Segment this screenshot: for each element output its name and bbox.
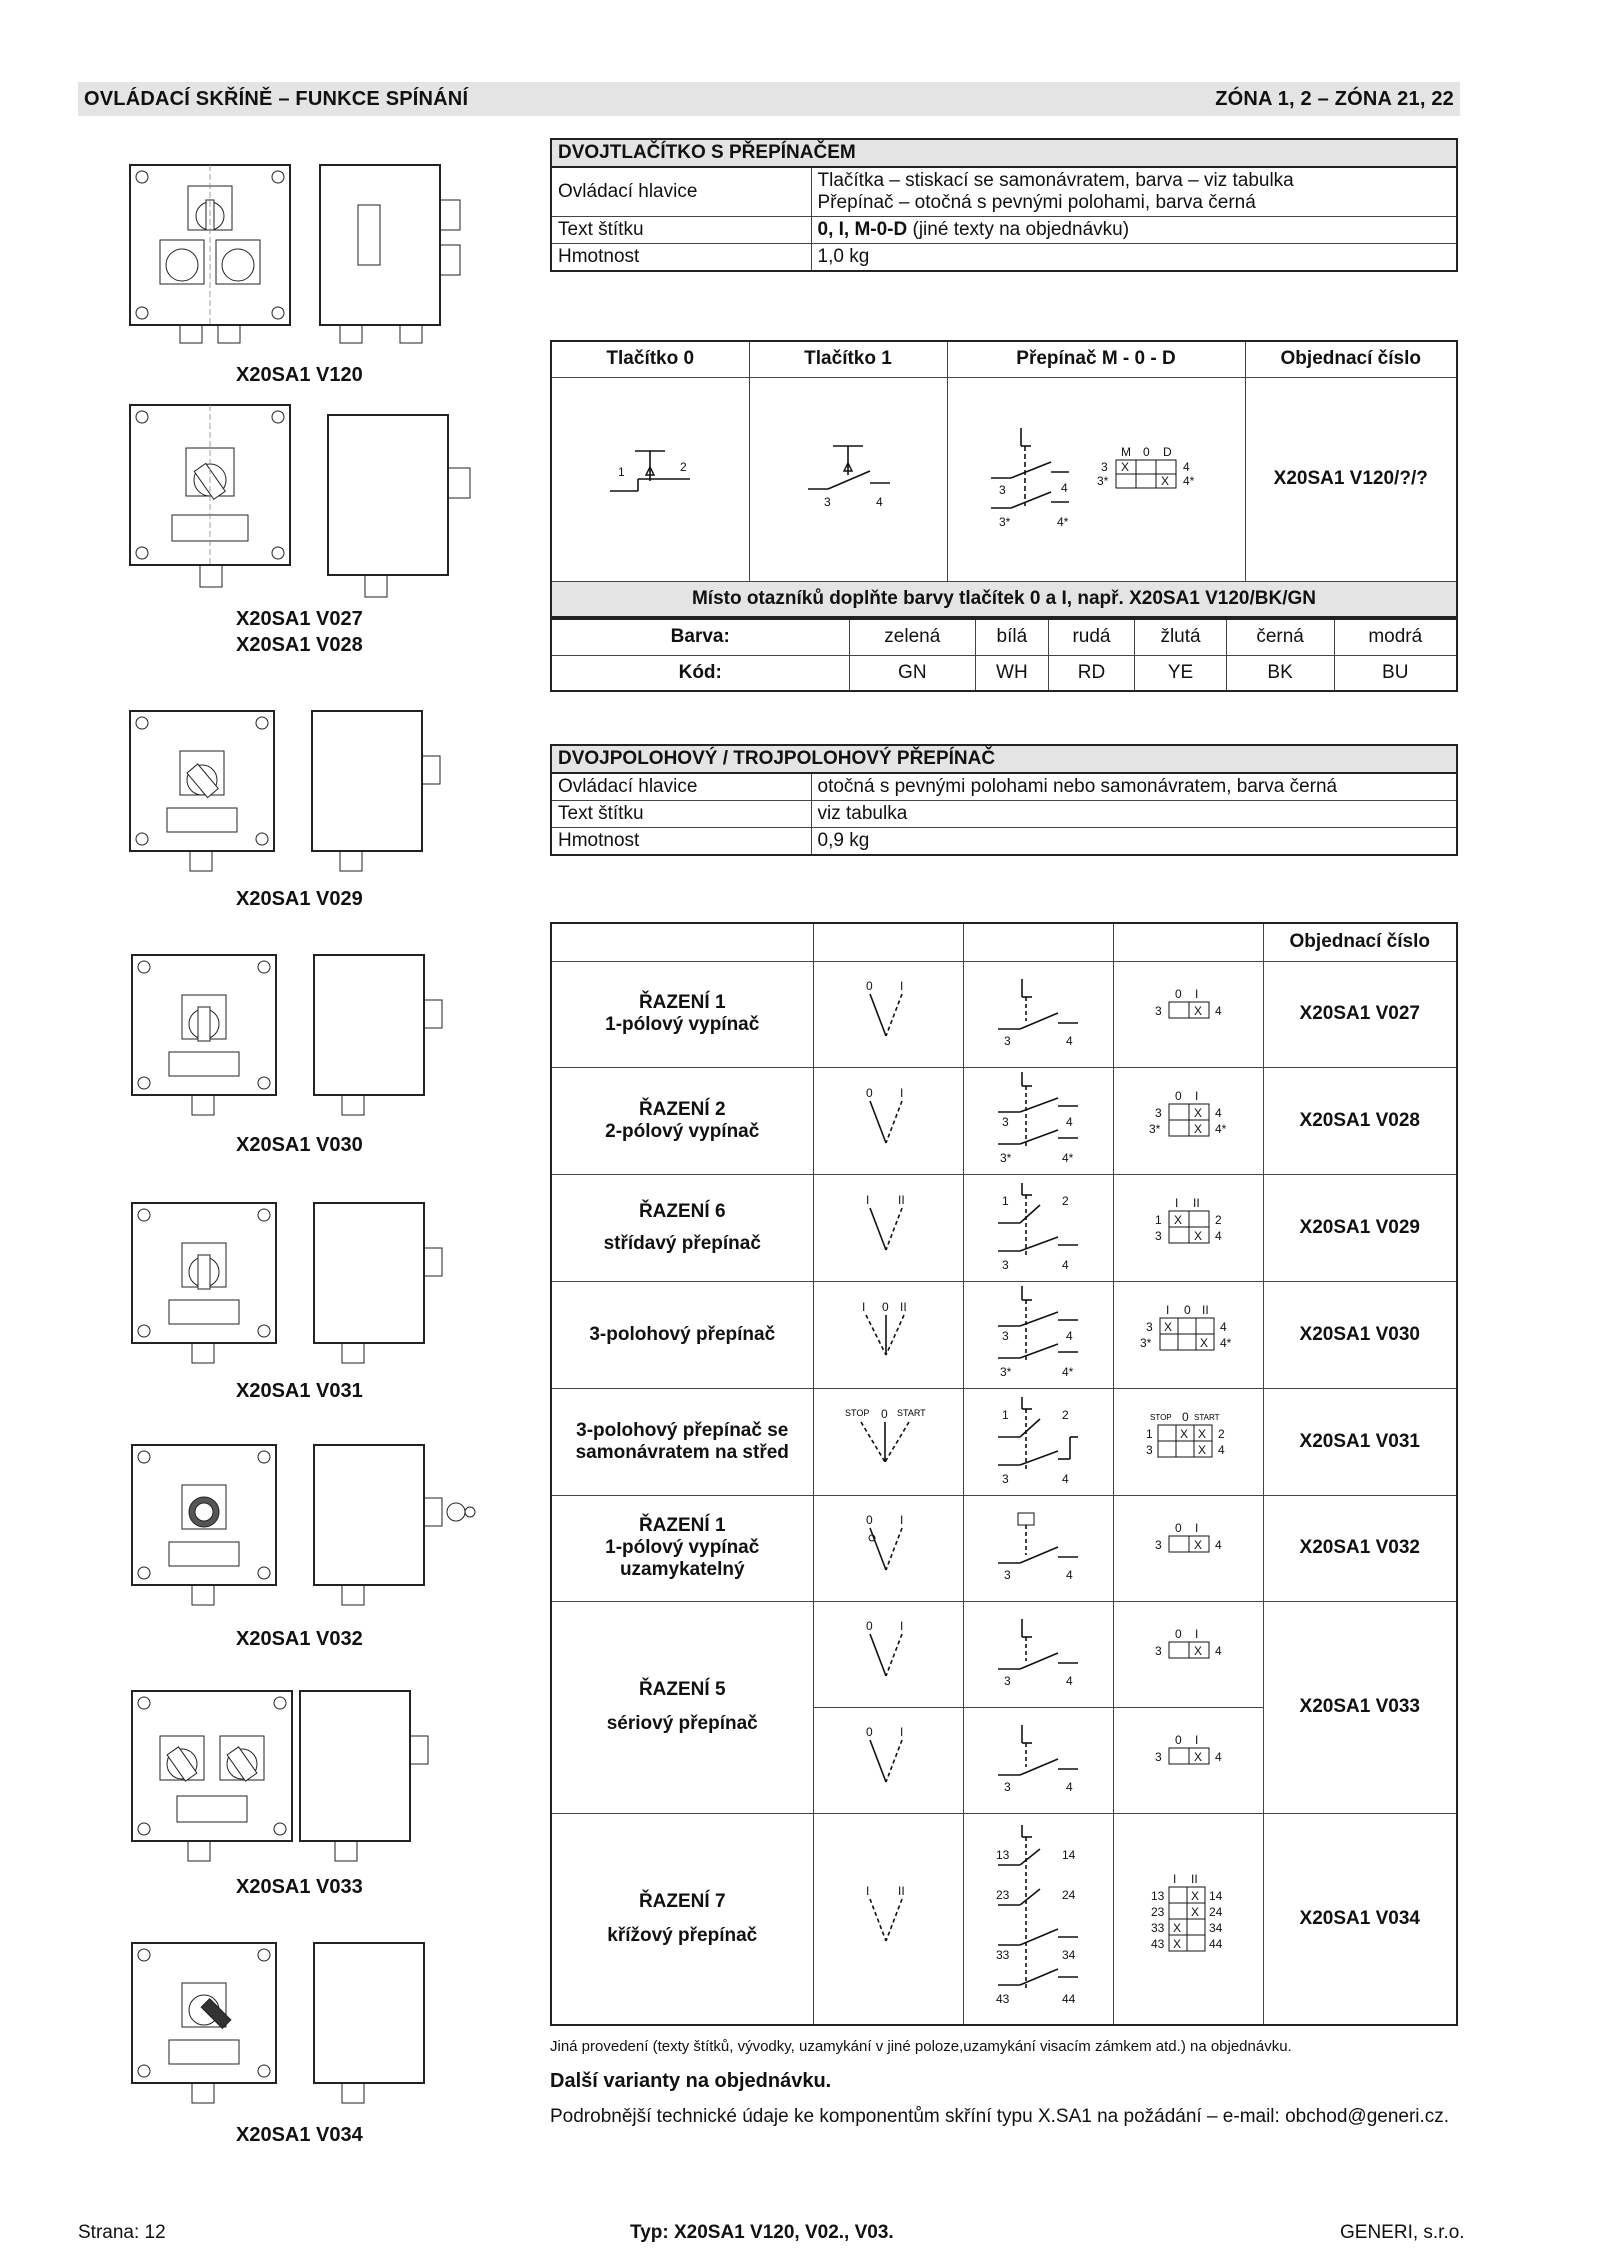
v031-c1: 1 (1002, 1407, 1009, 1422)
v028-desc-2: 2-pólový vypínač (605, 1120, 760, 1142)
v030-pos (813, 1281, 963, 1388)
v034-pos-i: I (866, 1883, 870, 1898)
row-v029 (551, 1174, 1457, 1281)
v032-c4: 4 (1066, 1568, 1073, 1582)
v030-x1: X (1164, 1319, 1173, 1334)
color-note: Místo otazníků doplňte barvy tlačítek 0 a I, např. X20SA1 V120/BK/GN (551, 581, 1457, 617)
v027-pos (813, 961, 963, 1067)
spec1-key-head: Ovládací hlavice (551, 167, 811, 217)
v029-t1: 1 (1155, 1212, 1162, 1227)
v034-c24: 24 (1062, 1887, 1076, 1902)
v027-c3: 3 (1004, 1034, 1011, 1048)
product-drawing-v033 (120, 1686, 500, 1876)
row-v031 (551, 1388, 1457, 1495)
v033a-t0: 0 (1175, 1627, 1182, 1641)
spec1-val-head (811, 167, 1457, 217)
v030-code: X20SA1 V030 (1263, 1281, 1457, 1388)
v029-table (1113, 1174, 1263, 1281)
v033b-t3: 3 (1155, 1750, 1162, 1764)
v031-x2: X (1198, 1426, 1207, 1441)
sel-tab3: 3 (1101, 460, 1108, 474)
row-v030 (551, 1281, 1457, 1388)
v031-pos-0: 0 (881, 1406, 888, 1421)
v028-c4: 4 (1066, 1114, 1073, 1129)
v032-ti: I (1195, 1521, 1199, 1535)
v032-t4: 4 (1215, 1538, 1222, 1552)
v033a-t4: 4 (1215, 1644, 1222, 1658)
v033a-c3: 3 (1004, 1674, 1011, 1688)
color-code-table (550, 618, 1458, 692)
v029-t4: 4 (1215, 1228, 1222, 1243)
v030-c3: 3 (1002, 1328, 1009, 1343)
v033b-t0: 0 (1175, 1733, 1182, 1747)
row-v033-a (551, 1601, 1457, 1707)
v033a-t3: 3 (1155, 1644, 1162, 1658)
v028-t4: 4 (1215, 1105, 1222, 1120)
code-label: Kód: (551, 655, 849, 691)
v027-c4: 4 (1066, 1034, 1073, 1048)
v034-c44: 44 (1062, 1991, 1076, 2006)
spec1-val-label-rest: (jiné texty na objednávku) (907, 219, 1130, 240)
spec1-val-head-line2: Přepínač – otočná s pevnými polohami, barva černá (817, 192, 1256, 213)
v028-circuit (963, 1067, 1113, 1174)
spec1-val-label-bold: 0, I, M-0-D (817, 219, 908, 240)
row-v027 (551, 961, 1457, 1067)
code-0: GN (849, 655, 976, 691)
v028-c3s: 3* (1000, 1150, 1012, 1165)
v030-circuit (963, 1281, 1113, 1388)
v027-desc-1: ŘAZENÍ 1 (638, 992, 726, 1013)
v027-x: X (1194, 1004, 1203, 1018)
v027-pos-0: 0 (866, 979, 873, 993)
v029-desc-2: střídavý přepínač (603, 1232, 761, 1254)
v032-t3: 3 (1155, 1538, 1162, 1552)
color-3: žlutá (1135, 619, 1226, 655)
v030-x2: X (1200, 1335, 1209, 1350)
spec1-title: DVOJTLAČÍTKO S PŘEPÍNAČEM (551, 139, 1457, 167)
diagram-selector-m0d (947, 377, 1245, 581)
spec1-val-label (811, 217, 1457, 244)
order-number-v120: X20SA1 V120/?/? (1245, 377, 1457, 581)
v029-desc (551, 1174, 813, 1281)
v033-circuit-b (963, 1707, 1113, 1813)
v031-pos-stop: STOP (845, 1407, 870, 1418)
v033b-x: X (1194, 1750, 1203, 1764)
product-drawing-v029 (120, 706, 500, 886)
spec2-val-weight: 0,9 kg (811, 828, 1457, 856)
v027-t3: 3 (1155, 1004, 1162, 1018)
v032-pos-0: 0 (866, 1513, 873, 1527)
product-label-v029: X20SA1 V029 (236, 888, 363, 910)
th-selector: Přepínač M - 0 - D (947, 341, 1245, 377)
v034-c14: 14 (1062, 1847, 1076, 1862)
row-v034 (551, 1813, 1457, 2025)
sel-num3s: 3* (999, 515, 1011, 529)
v034-x3: X (1173, 1920, 1182, 1935)
v033-desc-1: ŘAZENÍ 5 (638, 1679, 726, 1700)
v031-x1: X (1180, 1426, 1189, 1441)
v029-t2: 2 (1215, 1212, 1222, 1227)
v031-c2: 2 (1062, 1407, 1069, 1422)
v033-desc-2: sériový přepínač (606, 1713, 758, 1734)
v033b-c4: 4 (1066, 1780, 1073, 1794)
v027-table (1113, 961, 1263, 1067)
th-button-0: Tlačítko 0 (551, 341, 749, 377)
spec2-key-label: Text štítku (551, 801, 811, 828)
code-4: BK (1226, 655, 1334, 691)
v029-c4: 4 (1062, 1257, 1069, 1272)
dual-button-scheme-table (550, 340, 1458, 618)
sel-d: D (1163, 445, 1172, 459)
v034-tii: II (1191, 1871, 1198, 1886)
diagram-button-1 (749, 377, 947, 581)
v030-t0: 0 (1184, 1302, 1191, 1317)
v031-desc (551, 1388, 813, 1495)
v029-pos-i: I (866, 1192, 870, 1207)
product-label-v120: X20SA1 V120 (236, 364, 363, 386)
v032-desc-1: ŘAZENÍ 1 (638, 1515, 726, 1536)
v029-circuit (963, 1174, 1113, 1281)
v029-c1: 1 (1002, 1193, 1009, 1208)
v027-circuit (963, 961, 1113, 1067)
diagram-button-0 (551, 377, 749, 581)
v028-c3: 3 (1002, 1114, 1009, 1129)
v029-c3: 3 (1002, 1257, 1009, 1272)
v033-code: X20SA1 V033 (1263, 1601, 1457, 1813)
color-5: modrá (1334, 619, 1457, 655)
v028-x1: X (1194, 1105, 1203, 1120)
spec1-val-head-line1: Tlačítka – stiskací se samonávratem, barva – viz tabulka (817, 170, 1294, 191)
v033a-ti: I (1195, 1627, 1199, 1641)
v034-desc-2: křížový přepínač (607, 1924, 758, 1946)
v031-c4: 4 (1062, 1471, 1069, 1486)
v028-code: X20SA1 V028 (1263, 1067, 1457, 1174)
v030-ti: I (1166, 1302, 1170, 1317)
product-drawing-v032 (120, 1440, 500, 1620)
v033-desc (551, 1601, 813, 1813)
v027-ti: I (1195, 987, 1199, 1001)
v031-table (1113, 1388, 1263, 1495)
t1-num4: 4 (876, 495, 883, 509)
v031-desc-2: samonávratem na střed (575, 1441, 789, 1463)
v030-t4: 4 (1220, 1319, 1227, 1334)
color-0: zelená (849, 619, 976, 655)
v034-t23: 23 (1151, 1904, 1165, 1919)
v029-ti: I (1175, 1195, 1179, 1210)
th-empty-1 (551, 923, 813, 961)
v031-tstop: STOP (1150, 1412, 1172, 1422)
v032-desc-3: uzamykatelný (619, 1559, 745, 1580)
v033b-pos-i: I (900, 1725, 904, 1739)
v031-x3: X (1198, 1442, 1207, 1457)
code-2: RD (1048, 655, 1135, 691)
v032-desc (551, 1495, 813, 1601)
v032-table (1113, 1495, 1263, 1601)
v034-t33: 33 (1151, 1920, 1165, 1935)
header-left: OVLÁDACÍ SKŘÍNĚ – FUNKCE SPÍNÁNÍ (84, 87, 469, 110)
more-variants: Další varianty na objednávku. (550, 2070, 832, 2092)
v030-t3s: 3* (1140, 1335, 1152, 1350)
v031-c3: 3 (1002, 1471, 1009, 1486)
v034-c34: 34 (1062, 1947, 1076, 1962)
v030-desc: 3-polohový přepínač (551, 1281, 813, 1388)
v031-circuit (963, 1388, 1113, 1495)
footer-company: GENERI, s.r.o. (1340, 2222, 1465, 2243)
v034-c23: 23 (996, 1887, 1010, 1902)
spec1-key-label: Text štítku (551, 217, 811, 244)
spec1-val-weight: 1,0 kg (811, 244, 1457, 272)
v033a-c4: 4 (1066, 1674, 1073, 1688)
v034-pos (813, 1813, 963, 2025)
v030-t3: 3 (1146, 1319, 1153, 1334)
code-1: WH (976, 655, 1049, 691)
footer-page: Strana: 12 (78, 2222, 166, 2243)
v031-pos (813, 1388, 963, 1495)
product-label-v031: X20SA1 V031 (236, 1380, 363, 1402)
v029-pos-ii: II (898, 1192, 905, 1207)
t1-num3: 3 (824, 495, 831, 509)
sel-num4s: 4* (1057, 515, 1069, 529)
v031-code: X20SA1 V031 (1263, 1388, 1457, 1495)
color-4: černá (1226, 619, 1334, 655)
v030-c4: 4 (1066, 1328, 1073, 1343)
spec2-title: DVOJPOLOHOVÝ / TROJPOLOHOVÝ PŘEPÍNAČ (551, 745, 1457, 773)
spec2-val-label: viz tabulka (811, 801, 1457, 828)
v028-t4s: 4* (1215, 1121, 1227, 1136)
v028-pos-0: 0 (866, 1085, 873, 1100)
v033-pos-b (813, 1707, 963, 1813)
v032-code: X20SA1 V032 (1263, 1495, 1457, 1601)
v033b-c3: 3 (1004, 1780, 1011, 1794)
v029-x2: X (1194, 1228, 1203, 1243)
v034-x1: X (1191, 1888, 1200, 1903)
v033a-pos-i: I (900, 1619, 904, 1633)
v028-c4s: 4* (1062, 1150, 1074, 1165)
v034-code: X20SA1 V034 (1263, 1813, 1457, 2025)
v029-c2: 2 (1062, 1193, 1069, 1208)
v032-pos (813, 1495, 963, 1601)
product-label-v027-line1: X20SA1 V027 (236, 608, 363, 630)
v032-x: X (1194, 1538, 1203, 1552)
row-v028 (551, 1067, 1457, 1174)
th-order-number: Objednací číslo (1245, 341, 1457, 377)
switching-table (550, 922, 1458, 2026)
v032-t0: 0 (1175, 1521, 1182, 1535)
product-drawing-v034 (120, 1938, 500, 2118)
sel-num4: 4 (1061, 481, 1068, 495)
product-drawing-v120 (120, 160, 500, 360)
product-label-v030: X20SA1 V030 (236, 1134, 363, 1156)
v034-desc-1: ŘAZENÍ 7 (638, 1890, 726, 1912)
v033-table-b (1113, 1707, 1263, 1813)
v031-t1: 1 (1146, 1426, 1153, 1441)
v034-t44: 44 (1209, 1936, 1223, 1951)
v033b-t4: 4 (1215, 1750, 1222, 1764)
v034-c33: 33 (996, 1947, 1010, 1962)
v034-pos-ii: II (898, 1883, 905, 1898)
v028-table (1113, 1067, 1263, 1174)
spec2-val-head: otočná s pevnými polohami nebo samonávratem, barva černá (811, 773, 1457, 801)
t0-num1: 1 (618, 465, 625, 479)
product-drawing-v027 (120, 400, 500, 600)
v030-table (1113, 1281, 1263, 1388)
v030-pos-0: 0 (882, 1299, 889, 1314)
v034-x4: X (1173, 1936, 1182, 1951)
th-order-number-2: Objednací číslo (1263, 923, 1457, 961)
v034-table (1113, 1813, 1263, 2025)
v034-t34: 34 (1209, 1920, 1223, 1935)
v033b-ti: I (1195, 1733, 1199, 1747)
product-label-v032: X20SA1 V032 (236, 1628, 363, 1650)
v034-circuit (963, 1813, 1113, 2025)
product-label-v033: X20SA1 V033 (236, 1876, 363, 1898)
v034-t14: 14 (1209, 1888, 1223, 1903)
th-button-1: Tlačítko 1 (749, 341, 947, 377)
row-v032 (551, 1495, 1457, 1601)
t0-num2: 2 (680, 460, 687, 474)
v032-c3: 3 (1004, 1568, 1011, 1582)
sel-x2: X (1161, 474, 1170, 488)
detail-note: Podrobnější technické údaje ke komponentům skříní typu X.SA1 na požádání – e-mail: obchod@generi.cz. (550, 2106, 1450, 2127)
v027-desc (551, 961, 813, 1067)
sel-num3: 3 (999, 483, 1006, 497)
th-empty-3 (963, 923, 1113, 961)
product-label-v034: X20SA1 V034 (236, 2124, 363, 2146)
v030-pos-i: I (862, 1299, 866, 1314)
v028-ti: I (1195, 1088, 1199, 1103)
sel-tab4: 4 (1183, 460, 1190, 474)
v028-x2: X (1194, 1121, 1203, 1136)
product-label-v028-line2: X20SA1 V028 (236, 634, 363, 656)
code-3: YE (1135, 655, 1226, 691)
v033a-pos-0: 0 (866, 1619, 873, 1633)
v031-t3: 3 (1146, 1442, 1153, 1457)
sel-m: M (1121, 445, 1131, 459)
v033-pos-a (813, 1601, 963, 1707)
v034-desc (551, 1813, 813, 2025)
v031-tstart: START (1194, 1412, 1220, 1422)
v034-t13: 13 (1151, 1888, 1165, 1903)
v028-t0: 0 (1175, 1088, 1182, 1103)
th-empty-4 (1113, 923, 1263, 961)
sel-tab3s: 3* (1097, 474, 1109, 488)
v029-x1: X (1174, 1212, 1183, 1227)
spec2-key-head: Ovládací hlavice (551, 773, 811, 801)
v033b-pos-0: 0 (866, 1725, 873, 1739)
v033-circuit-a (963, 1601, 1113, 1707)
v030-pos-ii: II (900, 1299, 907, 1314)
v032-pos-i: I (900, 1513, 904, 1527)
product-drawing-v031 (120, 1198, 500, 1378)
spec1-key-weight: Hmotnost (551, 244, 811, 272)
v027-t0: 0 (1175, 987, 1182, 1001)
v030-tii: II (1202, 1302, 1209, 1317)
v034-c43: 43 (996, 1991, 1010, 2006)
v034-t43: 43 (1151, 1936, 1165, 1951)
v032-circuit (963, 1495, 1113, 1601)
code-5: BU (1334, 655, 1457, 691)
v033a-x: X (1194, 1644, 1203, 1658)
v028-pos-i: I (900, 1085, 904, 1100)
spec2-key-weight: Hmotnost (551, 828, 811, 856)
v029-desc-1: ŘAZENÍ 6 (638, 1200, 726, 1222)
footer-type: Typ: X20SA1 V120, V02., V03. (630, 2222, 894, 2243)
v028-t3: 3 (1155, 1105, 1162, 1120)
v034-c13: 13 (996, 1847, 1010, 1862)
v032-desc-2: 1-pólový vypínač (605, 1537, 760, 1558)
sel-tab4s: 4* (1183, 474, 1195, 488)
v028-desc-1: ŘAZENÍ 2 (638, 1098, 726, 1120)
sel-x1: X (1121, 460, 1130, 474)
v031-pos-start: START (897, 1407, 926, 1418)
v030-t4s: 4* (1220, 1335, 1232, 1350)
v027-t4: 4 (1215, 1004, 1222, 1018)
v027-pos-i: I (900, 979, 904, 993)
color-1: bílá (976, 619, 1049, 655)
spec-table-selector (550, 744, 1458, 856)
product-label-v027 (236, 606, 363, 658)
v028-pos (813, 1067, 963, 1174)
v034-ti: I (1173, 1871, 1177, 1886)
sel-0: 0 (1143, 445, 1150, 459)
v028-desc (551, 1067, 813, 1174)
v030-c3s: 3* (1000, 1364, 1012, 1379)
footnote: Jiná provedení (texty štítků, vývodky, uzamykání v jiné poloze,uzamykání visacím zámkem atd.) na objednávku. (550, 2038, 1292, 2055)
v029-code: X20SA1 V029 (1263, 1174, 1457, 1281)
v029-pos (813, 1174, 963, 1281)
spec-table-dual-button (550, 138, 1458, 272)
v027-code: X20SA1 V027 (1263, 961, 1457, 1067)
product-drawing-v030 (120, 950, 500, 1130)
color-2: rudá (1048, 619, 1135, 655)
v028-t3s: 3* (1149, 1121, 1161, 1136)
color-label: Barva: (551, 619, 849, 655)
th-empty-2 (813, 923, 963, 961)
v029-tii: II (1193, 1195, 1200, 1210)
v027-desc-2: 1-pólový vypínač (605, 1014, 760, 1035)
v034-x2: X (1191, 1904, 1200, 1919)
v031-t2: 2 (1218, 1426, 1225, 1441)
v029-t3: 3 (1155, 1228, 1162, 1243)
v033-table-a (1113, 1601, 1263, 1707)
header-right: ZÓNA 1, 2 – ZÓNA 21, 22 (1215, 87, 1454, 110)
page-header (78, 82, 1460, 116)
v034-t24: 24 (1209, 1904, 1223, 1919)
v030-c4s: 4* (1062, 1364, 1074, 1379)
v031-t0: 0 (1182, 1409, 1189, 1424)
v031-desc-1: 3-polohový přepínač se (576, 1419, 789, 1441)
v031-t4: 4 (1218, 1442, 1225, 1457)
